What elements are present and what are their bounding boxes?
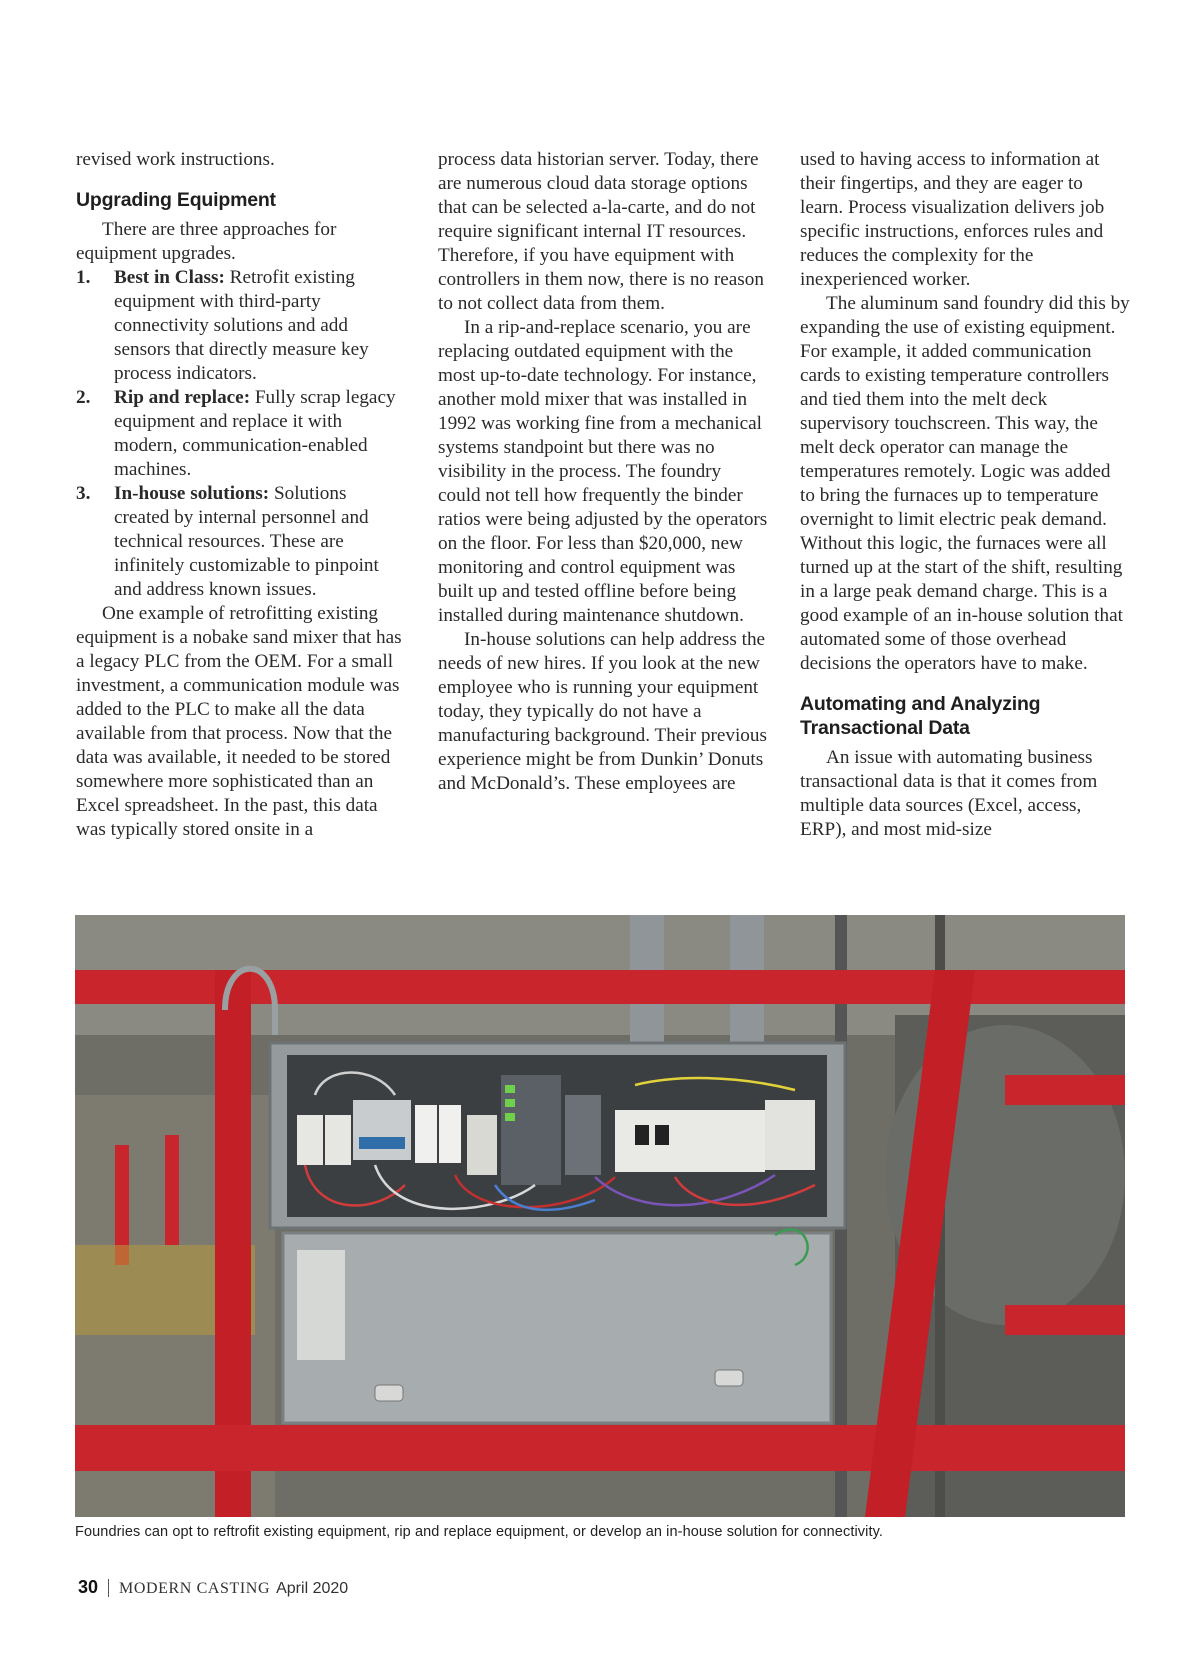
red-frame-side-rail bbox=[1005, 1075, 1125, 1105]
page-number: 30 bbox=[78, 1577, 99, 1597]
column-1 bbox=[76, 148, 406, 842]
issue-date: April 2020 bbox=[276, 1580, 349, 1597]
list-term: In-house solutions: bbox=[114, 483, 270, 504]
cover-label bbox=[297, 1250, 345, 1360]
paragraph: In-house solutions can help address the needs of new hires. If you look at the new employee who is running your equipment today, they typically do not have a manufacturing background. Their previous experience might be from Dunkin’ Donuts and McDonald’s. These employees are bbox=[438, 629, 767, 794]
list-item bbox=[76, 386, 406, 482]
paragraph: An issue with automating business transactional data is that it comes from multiple data sources (Excel, access, ERP), and most mid-size bbox=[800, 747, 1098, 840]
paragraph: used to having access to information at their fingertips, and they are eager to learn. Process visualization delivers job specific instructions, enforces rules and reduces the complexity for the inexperienced worker. bbox=[800, 149, 1105, 290]
cover-latch bbox=[375, 1385, 403, 1401]
section-heading: Automating and Analyzing Transactional Data bbox=[800, 693, 1041, 739]
list-item bbox=[76, 482, 406, 602]
paragraph: revised work instructions. bbox=[76, 149, 275, 170]
footer-divider bbox=[108, 1579, 109, 1597]
list-number: 2. bbox=[76, 387, 91, 408]
enclosure-cover bbox=[283, 1233, 831, 1423]
paragraph: One example of retrofitting existing equipment is a nobake sand mixer that has a legacy PLC from the OEM. For a small investment, a communication module was added to the PLC to make all the data available from that process. Now that the data was available, it needed to be stored somewhere more sophisticated than an Excel spreadsheet. In the past, this data was typically stored onsite in a bbox=[76, 603, 402, 840]
magazine-name: MODERN CASTING bbox=[119, 1580, 271, 1597]
list-item bbox=[76, 266, 406, 386]
paragraph: process data historian server. Today, there are numerous cloud data storage options that can be selected a-la-carte, and do not require significant internal IT resources. Therefore, if you have equipment with controllers in them now, there is no reason to not collect data from them. bbox=[438, 149, 764, 314]
list-number: 3. bbox=[76, 483, 91, 504]
column-2 bbox=[438, 148, 768, 796]
figure-caption: Foundries can opt to reftrofit existing equipment, rip and replace equipment, or develop an in-house solution for connectivity. bbox=[75, 1524, 883, 1540]
list-text: Retrofit existing equipment with third-party connectivity solutions and add sensors that directly measure key process indicators. bbox=[114, 267, 369, 384]
column-3 bbox=[800, 148, 1130, 842]
red-frame-bottom-rail bbox=[75, 1425, 1125, 1471]
paragraph: The aluminum sand foundry did this by expanding the use of existing equipment. For example, it added communication cards to existing temperature controllers and tied them into the melt deck supervisory touchscreen. This way, the melt deck operator can manage the temperatures remotely. Logic was added to bring the furnaces up to temperature overnight to limit electric peak demand. Without this logic, the furnaces were all turned up at the start of the shift, resulting in a large peak demand charge. This is a good example of an in-house solution that automated some of those overhead decisions the operators have to make. bbox=[800, 293, 1130, 674]
page-footer bbox=[78, 1577, 348, 1599]
list-text: Solutions created by internal personnel and technical resources. These are infinitely customizable to pinpoint and address known issues. bbox=[114, 483, 379, 600]
numbered-list bbox=[76, 266, 406, 602]
cover-latch bbox=[715, 1370, 743, 1386]
paragraph: In a rip-and-replace scenario, you are replacing outdated equipment with the most up-to-date technology. For instance, another mold mixer that was installed in 1992 was working fine from a mechanical systems standpoint but there was no visibility in the process. The foundry could not tell how frequently the binder ratios were being adjusted by the operators on the floor. For less than $20,000, new monitoring and control equipment was built up and tested offline before being installed during maintenance shutdown. bbox=[438, 317, 768, 626]
red-frame-side-rail bbox=[1005, 1305, 1125, 1335]
section-heading: Upgrading Equipment bbox=[76, 189, 276, 211]
list-number: 1. bbox=[76, 267, 91, 288]
control-panel-illustration bbox=[75, 915, 1125, 1517]
equipment-photo bbox=[75, 915, 1125, 1517]
paragraph: There are three approaches for equipment upgrades. bbox=[76, 219, 337, 264]
background-post bbox=[165, 1135, 179, 1245]
list-text: Fully scrap legacy equipment and replace it with modern, communication-enabled machines. bbox=[114, 387, 396, 480]
list-term: Rip and replace: bbox=[114, 387, 251, 408]
list-term: Best in Class: bbox=[114, 267, 225, 288]
